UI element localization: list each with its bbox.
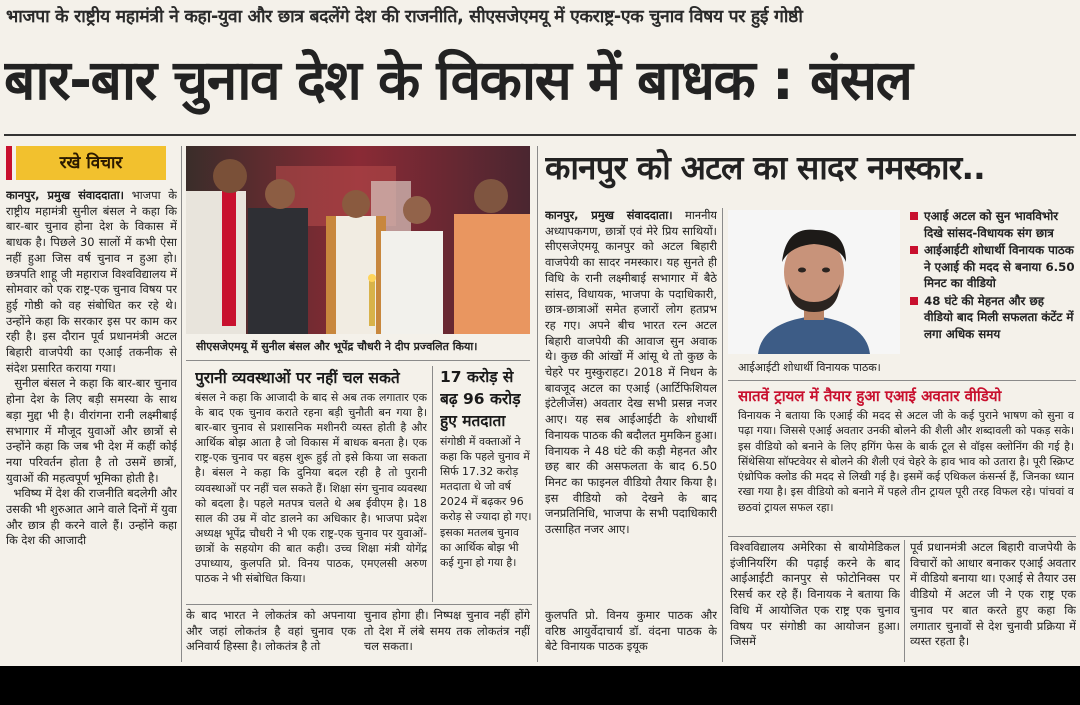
trial-bottom-rule bbox=[728, 536, 1076, 537]
bullet-item: 48 घंटे की मेहनत और छह वीडियो बाद मिली सफलता कंटेंट में लगा अधिक समय bbox=[910, 293, 1075, 343]
bottom-text-b: चुनाव होगा ही। निष्पक्ष चुनाव नहीं होंगे तो देश में लंबे समय तक लोकतंत्र नहीं चल सकता। bbox=[364, 608, 530, 654]
section-heading-voters: 17 करोड़ से बढ़ 96 करोड़ हुए मतदाता bbox=[440, 368, 521, 430]
column-divider bbox=[432, 366, 433, 602]
atal-bottom-text-b: पूर्व प्रधानमंत्री अटल बिहारी वाजपेयी के विचारों को आधार बनाकर एआई अवतार में वीडियो बनाया था। एआई से तैयार उस वीडियो में अटल जी ने एक राष्ट्र एक चुनाव पर बात करते हुए कहा कि लगातार चुनावों से देश चुनावी प्रक्रिया में व्यस्त रहता है। bbox=[910, 540, 1076, 649]
column-divider bbox=[181, 146, 182, 662]
body-text: सुनील बंसल ने कहा कि बार-बार चुनाव होना देश के लिए बड़ी समस्या के साथ बड़ा मुद्दा भी है। वीरांगना रानी लक्ष्मीबाई सभागार में मौजूद युवाओं और छात्रों से उन्होंने कहा कि जब भी देश में कहीं कोई नया परिवर्तन होता है तो उसमें छात्रों, युवाओं की महत्वपूर्ण भूमिका होती है। bbox=[6, 376, 177, 485]
bottom-text-a: के बाद भारत ने लोकतंत्र को अपनाया और जहां लोकतंत्र है वहां चुनाव एक अनिवार्य हिस्सा है। लोकतंत्र है तो bbox=[186, 608, 356, 654]
trial-heading: सातवें ट्रायल में तैयार हुआ एआई अवतार वीडियो bbox=[738, 387, 1002, 405]
bottom-rule bbox=[186, 604, 532, 605]
portrait-photo bbox=[728, 210, 900, 354]
atal-story-body-continued: कुलपति प्रो. विनय कुमार पाठक और वरिष्ठ आयुर्वेदाचार्य डॉ. वंदना पाठक के बेटे विनायक पाठक इयूक bbox=[545, 608, 717, 654]
dateline: कानपुर, प्रमुख संवाददाता। bbox=[545, 208, 673, 222]
dateline: कानपुर, प्रमुख संवाददाता। bbox=[6, 188, 124, 202]
opinion-tag-bar bbox=[6, 146, 12, 180]
section-body-old-systems: बंसल ने कहा कि आजादी के बाद से अब तक लगातार एक के बाद एक चुनाव कराते रहना बड़ी चुनौती बन गया है। बार-बार चुनाव से प्रशासनिक मशीनरी व्यस्त होती है और आर्थिक बोझ आता है जो विकास में बाधक बनता है। एक राष्ट्र-एक चुनाव पर बहस शुरू हुई तो इसे किया जा सकता है। बंसल ने कहा कि दुनिया बदल रही है तो पुरानी व्यवस्थाओं पर नहीं चल सकते हैं। शिक्षा संग चुनाव व्यवस्था को बदला है। पहले मतपत्र चलते थे अब ईवीएम है। 18 साल की उम्र में वोट डालने का अधिकार है। भाजपा प्रदेश अध्यक्ष भूपेंद्र चौधरी ने भी एक राष्ट्र-एक चुनाव पर युवाओं-छात्रों के सहयोग की बात कही। उच्च शिक्षा मंत्री योगेंद्र उपाध्याय, कुलपति प्रो. विनय पाठक, एमएलसी अरुण पाठक ने भी संबोधित किया। bbox=[195, 391, 427, 586]
bullet-marker bbox=[910, 297, 918, 305]
trial-rule bbox=[728, 380, 1076, 381]
event-photo-illustration bbox=[186, 146, 530, 334]
portrait-illustration bbox=[728, 210, 900, 354]
body-text: माननीय अध्यापकगण, छात्रों एवं मेरे प्रिय साथियों। सीएसजेएमयू कानपुर को अटल बिहारी वाजपेयी का सादर नमस्कार। यह सुनते ही विधि के रानी लक्ष्मीबाई सभागार में बैठे सांसद, विधायक, भाजपा के पदाधिकारी, छात्र-छात्राओं समेत हजारों लोग हतप्रभ रह गए। अपने बीच भारत रत्न अटल बिहारी वाजपेयी की आवाज सुन अवाक थे। कुछ की आंखों में आंसू थे तो कुछ के चेहरे पर मुस्कुराहट। 2018 में निधन के बावजूद अटल का एआई (आर्टिफिशियल इंटेलीजेंस) अवतार देख सभी प्रसन्न नजर आए। यह सब आईआईटी के शोधार्थी विनायक पाठक की बदौलत मुमकिन हुआ। विनायक ने 48 घंटे की कड़ी मेहनत और छह बार की असफलता के बाद 6.50 मिनट का फाइनल वीडियो तैयार किया है। इस वीडियो को देखने के बाद जनप्रतिनिधि, भाजपा के सभी पदाधिकारी उत्साहित नजर आए। bbox=[545, 208, 717, 537]
event-photo bbox=[186, 146, 530, 334]
opinion-tag-label: रखे विचार bbox=[16, 146, 166, 180]
opinion-tag bbox=[6, 146, 176, 180]
bullet-marker bbox=[910, 246, 918, 254]
column-divider bbox=[904, 540, 905, 662]
body-text: भाजपा के राष्ट्रीय महामंत्री सुनील बंसल ने कहा कि बार-बार चुनाव होना देश के विकास में बाधक है। पिछले 30 सालों में कभी ऐसा नहीं हुआ जिस वर्ष चुनाव न हुआ हो। छत्रपति शाहू जी महाराज विश्वविद्यालय में सोमवार को एक राष्ट्र-एक चुनाव विषय पर हुई गोष्ठी को वह संबोधित कर रहे थे। उन्होंने कहा कि सरकार इस पर काम कर रही है। इस दौरान पूर्व प्रधानमंत्री अटल बिहारी वाजपेयी का एआई तकनीक से संदेश प्रसारित कराया गया। bbox=[6, 188, 177, 375]
bullet-marker bbox=[910, 212, 918, 220]
photo-caption: सीएसजेएमयू में सुनील बंसल और भूपेंद्र चौधरी ने दीप प्रज्वलित किया। bbox=[196, 340, 478, 353]
body-text: भविष्य में देश की राजनीति बदलेगी और उसकी भी शुरुआत आने वाले दिनों में युवा और छात्र ही करने वाले हैं। उन्होंने कहा कि देश की आजादी bbox=[6, 486, 177, 548]
column-divider bbox=[537, 146, 538, 662]
kicker-line: भाजपा के राष्ट्रीय महामंत्री ने कहा-युवा और छात्र बदलेंगे देश की राजनीति, सीएसजेएमयू में एकराष्ट्र-एक चुनाव विषय पर हुई गोष्ठी bbox=[6, 7, 803, 27]
atal-story-title: कानपुर को अटल का सादर नमस्कार.. bbox=[545, 148, 985, 187]
trial-body: विनायक ने बताया कि एआई की मदद से अटल जी के कई पुराने भाषण को सुना व पढ़ा गया। जिससे एआई अवतार उनकी बोलने की शैली और शब्दावली को पकड़ सके। इस वीडियो को बनाने के लिए हगिंग फेस के बार्क टूल से वॉइस क्लोनिंग की गई है। सिंथेसिया सॉफ्टवेयर से बोलने की शैली एवं चेहरे के हाव भाव को उतारा है। पूरी स्क्रिप्ट एंथ्रोपिक क्लोड की मदद से लिखी गई है। इसमें कई एथिकल कंसर्न्स हैं, जिनका ध्यान रखा गया है। इस वीडियो को बनाने में पहले तीन ट्रायल पूरी तरह विफल रहे। पांचवां व छठवां ट्रायल सफल रहा। bbox=[738, 409, 1074, 514]
bullet-item: एआई अटल को सुन भावविभोर दिखे सांसद-विधायक संग छात्र bbox=[910, 208, 1075, 241]
headline-rule bbox=[4, 134, 1076, 136]
atal-story-body bbox=[545, 208, 717, 604]
article-column-1 bbox=[6, 188, 177, 598]
main-headline: बार-बार चुनाव देश के विकास में बाधक : बंसल bbox=[4, 48, 912, 112]
column-divider bbox=[722, 208, 723, 662]
highlight-bullets bbox=[910, 208, 1075, 343]
section-heading-old-systems: पुरानी व्यवस्थाओं पर नहीं चल सकते bbox=[195, 369, 400, 387]
bottom-black-strip bbox=[0, 666, 1080, 705]
bullet-item: आईआईटी शोधार्थी विनायक पाठक ने एआई की मदद से बनाया 6.50 मिनट का वीडियो bbox=[910, 242, 1075, 292]
atal-bottom-text-a: विश्वविद्यालय अमेरिका से बायोमेडिकल इंजीनियरिंग की पढ़ाई करने के बाद आईआईटी कानपुर से फोटोनिक्स पर रिसर्च कर रहे हैं। विनायक ने बताया कि विधि में आयोजित एक राष्ट्र एक चुनाव विषय पर संगोष्ठी का आयोजन हुआ। जिसमें bbox=[730, 540, 900, 649]
portrait-caption: आईआईटी शोधार्थी विनायक पाठक। bbox=[738, 361, 881, 374]
section-body-voters: संगोष्ठी में वक्ताओं ने कहा कि पहले चुनाव में सिर्फ 17.32 करोड़ मतदाता थे जो वर्ष 2024 में बढ़कर 96 करोड़ से ज्यादा हो गए। इसका मतलब चुनाव का आर्थिक बोझ भी कई गुना हो गया है। bbox=[440, 435, 532, 569]
caption-rule bbox=[186, 360, 530, 361]
